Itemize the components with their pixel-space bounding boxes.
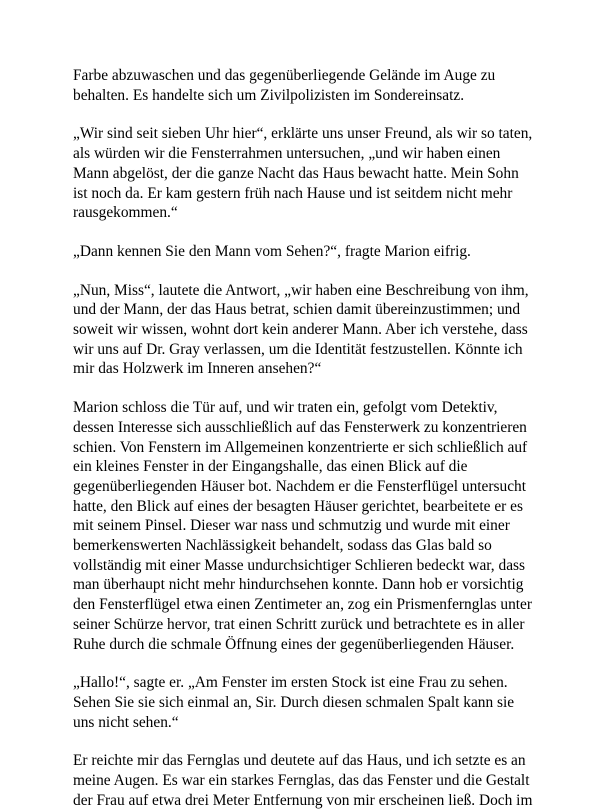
paragraph-5: Marion schloss die Tür auf, und wir traten ein, gefolgt vom Detektiv, dessen Interesse sich ausschließlich auf das Fensterwerk zu konzentrieren schien. Von Fenstern im Allgemeinen konzentrierte er sich schließlich auf ein kleines Fenster in der Eingangshalle, das einen Blick auf die gegenüberliegenden Häuser bot. Nachdem er die Fensterflügel untersucht hatte, den Blick auf eines der besagten Häuser gerichtet, bearbeitete er es mit seinem Pinsel. Dieser war nass und schmutzig und wurde mit einer bemerkenswerten Nachlässigkeit behandelt, sodass das Glas bald so vollständig mit einer Masse undurchsichtiger Schlieren bedeckt war, dass man überhaupt nicht mehr hindurchsehen konnte. Dann hob er vorsichtig den Fensterflügel etwa einen Zentimeter an, zog ein Prismenfernglas unter seiner Schürze hervor, trat einen Schritt zurück und betrachtete es in aller Ruhe durch die schmale Öffnung eines der gegenüberliegenden Häuser.	[73, 399, 532, 653]
paragraph-4: „Nun, Miss“, lautete die Antwort, „wir haben eine Beschreibung von ihm, und der Mann, der das Haus betrat, schien damit übereinzustimmen; und soweit wir wissen, wohnt dort kein anderer Mann. Aber ich verstehe, dass wir uns auf Dr. Gray verlassen, um die Identität festzustellen. Könnte ich mir das Holzwerk im Inneren ansehen?“	[73, 281, 529, 378]
paragraph-6: „Hallo!“, sagte er. „Am Fenster im ersten Stock ist eine Frau zu sehen. Sehen Sie sie sich einmal an, Sir. Durch diesen schmalen Spalt kann sie uns nicht sehen.“	[73, 674, 515, 731]
paragraph-2: „Wir sind seit sieben Uhr hier“, erklärte uns unser Freund, als wir so taten, als würden wir die Fensterrahmen untersuchen, „und wir haben einen Mann abgelöst, der die ganze Nacht das Haus bewacht hatte. Mein Sohn ist noch da. Er kam gestern früh nach Hause und ist seitdem nicht mehr rausgekommen.“	[73, 125, 533, 222]
paragraph-1: Farbe abzuwaschen und das gegenüberliegende Gelände im Auge zu behalten. Es handelte sich um Zivilpolizisten im Sondereinsatz.	[73, 67, 496, 104]
paragraph-7: Er reichte mir das Fernglas und deutete auf das Haus, und ich setzte es an meine Augen. Es war ein starkes Fernglas, das das Fenster und die Gestalt der Frau auf etwa drei Meter Entfernung von mir erscheinen ließ. Doch im	[73, 752, 533, 809]
paragraph-3: „Dann kennen Sie den Mann vom Sehen?“, fragte Marion eifrig.	[73, 242, 471, 260]
